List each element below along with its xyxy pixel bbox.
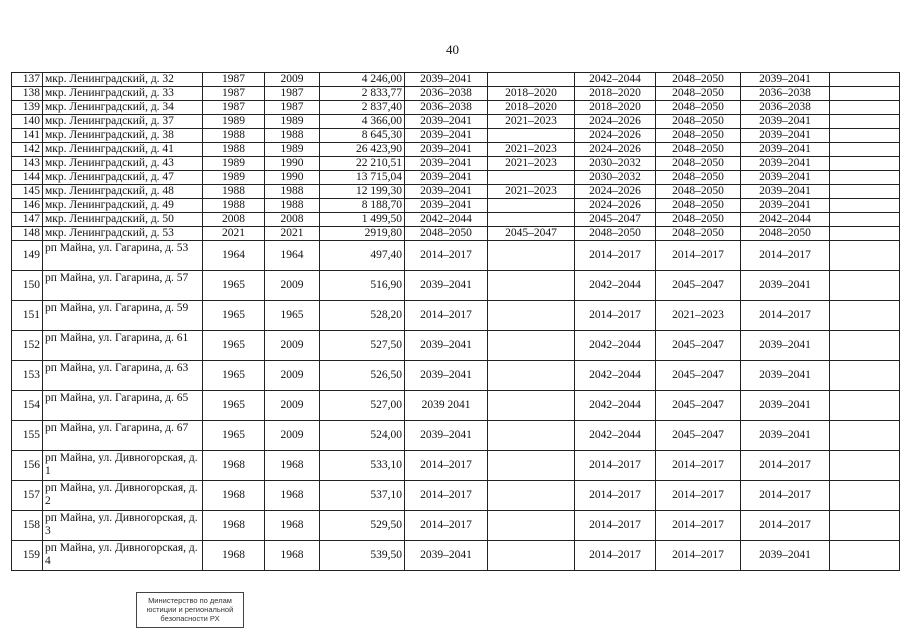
year-commissioned-cell: 2009: [265, 391, 320, 421]
period-cell: 2042–2044: [575, 391, 656, 421]
period-cell: 2048–2050: [656, 115, 741, 129]
year-built-cell: 1968: [203, 451, 265, 481]
area-cell: 2 833,77: [320, 87, 405, 101]
period-cell: 2048–2050: [656, 101, 741, 115]
area-cell: 526,50: [320, 361, 405, 391]
period-cell: 2045–2047: [656, 391, 741, 421]
period-cell: 2014–2017: [575, 511, 656, 541]
period-cell: 2014–2017: [656, 451, 741, 481]
period-cell: 2039–2041: [405, 157, 488, 171]
address-cell: мкр. Ленинградский, д. 38: [43, 129, 203, 143]
table-row: [12, 541, 900, 571]
address-cell: мкр. Ленинградский, д. 41: [43, 143, 203, 157]
period-cell: [488, 301, 575, 331]
period-cell: [488, 199, 575, 213]
row-number: 139: [12, 101, 43, 115]
address-cell: мкр. Ленинградский, д. 34: [43, 101, 203, 115]
year-commissioned-cell: 1964: [265, 241, 320, 271]
year-built-cell: 1968: [203, 481, 265, 511]
address-cell: мкр. Ленинградский, д. 53: [43, 227, 203, 241]
year-built-cell: 1987: [203, 101, 265, 115]
area-cell: 524,00: [320, 421, 405, 451]
area-cell: 2919,80: [320, 227, 405, 241]
row-number: 147: [12, 213, 43, 227]
period-cell: 2045–2047: [656, 271, 741, 301]
period-cell: 2039–2041: [405, 129, 488, 143]
year-commissioned-cell: 1988: [265, 185, 320, 199]
empty-cell: [830, 185, 900, 199]
area-cell: 497,40: [320, 241, 405, 271]
period-cell: 2039–2041: [405, 541, 488, 571]
year-built-cell: 1987: [203, 87, 265, 101]
period-cell: 2014–2017: [405, 241, 488, 271]
address-cell: рп Майна, ул. Гагарина, д. 59: [43, 301, 203, 331]
period-cell: 2036–2038: [405, 87, 488, 101]
period-cell: [488, 331, 575, 361]
housing-registry-table: [11, 72, 900, 571]
empty-cell: [830, 541, 900, 571]
period-cell: 2014–2017: [656, 241, 741, 271]
empty-cell: [830, 481, 900, 511]
address-cell: рп Майна, ул. Дивногорская, д. 3: [43, 511, 203, 541]
area-cell: 527,00: [320, 391, 405, 421]
period-cell: [488, 421, 575, 451]
period-cell: 2039–2041: [405, 271, 488, 301]
table-row: [12, 391, 900, 421]
address-cell: мкр. Ленинградский, д. 47: [43, 171, 203, 185]
row-number: 137: [12, 73, 43, 87]
year-built-cell: 1988: [203, 143, 265, 157]
year-commissioned-cell: 1968: [265, 511, 320, 541]
address-cell: мкр. Ленинградский, д. 32: [43, 73, 203, 87]
table-row: [12, 199, 900, 213]
row-number: 159: [12, 541, 43, 571]
year-built-cell: 1987: [203, 73, 265, 87]
period-cell: 2048–2050: [656, 87, 741, 101]
year-built-cell: 1989: [203, 115, 265, 129]
empty-cell: [830, 421, 900, 451]
row-number: 138: [12, 87, 43, 101]
period-cell: 2036–2038: [741, 101, 830, 115]
period-cell: 2024–2026: [575, 185, 656, 199]
period-cell: 2048–2050: [656, 185, 741, 199]
period-cell: 2014–2017: [656, 481, 741, 511]
period-cell: 2039–2041: [741, 199, 830, 213]
period-cell: 2048–2050: [575, 227, 656, 241]
period-cell: 2039–2041: [741, 171, 830, 185]
address-cell: рп Майна, ул. Дивногорская, д. 1: [43, 451, 203, 481]
period-cell: 2024–2026: [575, 115, 656, 129]
period-cell: 2045–2047: [575, 213, 656, 227]
period-cell: 2021–2023: [488, 185, 575, 199]
year-commissioned-cell: 1989: [265, 115, 320, 129]
period-cell: 2024–2026: [575, 129, 656, 143]
period-cell: 2039–2041: [405, 73, 488, 87]
row-number: 150: [12, 271, 43, 301]
year-commissioned-cell: 1968: [265, 541, 320, 571]
table-row: [12, 301, 900, 331]
address-cell: мкр. Ленинградский, д. 50: [43, 213, 203, 227]
period-cell: 2045–2047: [656, 421, 741, 451]
period-cell: 2048–2050: [656, 171, 741, 185]
year-commissioned-cell: 1989: [265, 143, 320, 157]
table-row: [12, 87, 900, 101]
period-cell: 2039–2041: [405, 115, 488, 129]
table-row: [12, 421, 900, 451]
period-cell: [488, 361, 575, 391]
ministry-stamp: [136, 592, 244, 628]
table-row: [12, 115, 900, 129]
empty-cell: [830, 391, 900, 421]
period-cell: 2014–2017: [575, 301, 656, 331]
table-row: [12, 361, 900, 391]
period-cell: 2039–2041: [741, 185, 830, 199]
period-cell: [488, 241, 575, 271]
row-number: 142: [12, 143, 43, 157]
period-cell: 2045–2047: [656, 331, 741, 361]
table-row: [12, 171, 900, 185]
year-commissioned-cell: 1987: [265, 87, 320, 101]
table-row: [12, 143, 900, 157]
period-cell: 2014–2017: [405, 451, 488, 481]
table-row: [12, 481, 900, 511]
empty-cell: [830, 157, 900, 171]
period-cell: [488, 511, 575, 541]
year-built-cell: 1965: [203, 301, 265, 331]
year-built-cell: 1989: [203, 157, 265, 171]
year-built-cell: 1988: [203, 185, 265, 199]
address-cell: рп Майна, ул. Гагарина, д. 53: [43, 241, 203, 271]
address-cell: рп Майна, ул. Гагарина, д. 65: [43, 391, 203, 421]
address-cell: рп Майна, ул. Гагарина, д. 57: [43, 271, 203, 301]
period-cell: 2039–2041: [405, 421, 488, 451]
period-cell: 2039–2041: [741, 541, 830, 571]
address-cell: мкр. Ленинградский, д. 43: [43, 157, 203, 171]
year-commissioned-cell: 1987: [265, 101, 320, 115]
period-cell: [488, 213, 575, 227]
area-cell: 1 499,50: [320, 213, 405, 227]
period-cell: 2030–2032: [575, 171, 656, 185]
year-commissioned-cell: 1988: [265, 129, 320, 143]
year-commissioned-cell: 2009: [265, 73, 320, 87]
empty-cell: [830, 451, 900, 481]
period-cell: 2014–2017: [741, 511, 830, 541]
period-cell: 2048–2050: [656, 73, 741, 87]
year-built-cell: 1965: [203, 421, 265, 451]
year-commissioned-cell: 2009: [265, 361, 320, 391]
period-cell: 2014–2017: [405, 481, 488, 511]
area-cell: 12 199,30: [320, 185, 405, 199]
period-cell: 2014–2017: [575, 481, 656, 511]
address-cell: мкр. Ленинградский, д. 33: [43, 87, 203, 101]
period-cell: 2045–2047: [656, 361, 741, 391]
period-cell: 2048–2050: [405, 227, 488, 241]
year-built-cell: 1965: [203, 391, 265, 421]
year-built-cell: 1989: [203, 171, 265, 185]
row-number: 151: [12, 301, 43, 331]
period-cell: 2045–2047: [488, 227, 575, 241]
period-cell: 2039–2041: [741, 271, 830, 301]
year-commissioned-cell: 2009: [265, 331, 320, 361]
empty-cell: [830, 87, 900, 101]
period-cell: [488, 129, 575, 143]
period-cell: [488, 73, 575, 87]
area-cell: 4 246,00: [320, 73, 405, 87]
area-cell: 533,10: [320, 451, 405, 481]
row-number: 155: [12, 421, 43, 451]
area-cell: 4 366,00: [320, 115, 405, 129]
row-number: 143: [12, 157, 43, 171]
address-cell: мкр. Ленинградский, д. 48: [43, 185, 203, 199]
area-cell: 26 423,90: [320, 143, 405, 157]
address-cell: мкр. Ленинградский, д. 49: [43, 199, 203, 213]
empty-cell: [830, 73, 900, 87]
area-cell: 516,90: [320, 271, 405, 301]
row-number: 148: [12, 227, 43, 241]
period-cell: 2024–2026: [575, 199, 656, 213]
period-cell: 2039–2041: [405, 185, 488, 199]
table-row: [12, 213, 900, 227]
period-cell: 2014–2017: [575, 541, 656, 571]
area-cell: 2 837,40: [320, 101, 405, 115]
row-number: 146: [12, 199, 43, 213]
year-commissioned-cell: 1990: [265, 171, 320, 185]
period-cell: 2030–2032: [575, 157, 656, 171]
period-cell: [488, 451, 575, 481]
period-cell: 2018–2020: [488, 101, 575, 115]
table-row: [12, 185, 900, 199]
period-cell: 2042–2044: [575, 361, 656, 391]
empty-cell: [830, 271, 900, 301]
period-cell: 2021–2023: [488, 115, 575, 129]
stamp-line: юстиции и региональной: [146, 605, 234, 614]
area-cell: 527,50: [320, 331, 405, 361]
period-cell: 2048–2050: [656, 213, 741, 227]
year-commissioned-cell: 2009: [265, 421, 320, 451]
row-number: 140: [12, 115, 43, 129]
year-commissioned-cell: 2021: [265, 227, 320, 241]
year-commissioned-cell: 1968: [265, 451, 320, 481]
row-number: 156: [12, 451, 43, 481]
period-cell: 2042–2044: [741, 213, 830, 227]
period-cell: 2014–2017: [405, 511, 488, 541]
period-cell: 2014–2017: [741, 481, 830, 511]
table-row: [12, 101, 900, 115]
period-cell: 2039–2041: [405, 171, 488, 185]
empty-cell: [830, 241, 900, 271]
period-cell: 2048–2050: [656, 227, 741, 241]
year-built-cell: 1988: [203, 199, 265, 213]
period-cell: 2014–2017: [656, 511, 741, 541]
period-cell: 2039–2041: [405, 199, 488, 213]
area-cell: 8 645,30: [320, 129, 405, 143]
period-cell: 2039–2041: [741, 129, 830, 143]
address-cell: рп Майна, ул. Дивногорская, д. 4: [43, 541, 203, 571]
table-row: [12, 241, 900, 271]
empty-cell: [830, 227, 900, 241]
row-number: 154: [12, 391, 43, 421]
period-cell: 2039–2041: [741, 73, 830, 87]
year-built-cell: 1965: [203, 361, 265, 391]
period-cell: 2021–2023: [488, 157, 575, 171]
address-cell: рп Майна, ул. Дивногорская, д. 2: [43, 481, 203, 511]
period-cell: 2048–2050: [656, 157, 741, 171]
year-built-cell: 1968: [203, 541, 265, 571]
period-cell: 2018–2020: [575, 101, 656, 115]
year-commissioned-cell: 1965: [265, 301, 320, 331]
empty-cell: [830, 301, 900, 331]
row-number: 157: [12, 481, 43, 511]
period-cell: 2039–2041: [741, 361, 830, 391]
period-cell: 2021–2023: [656, 301, 741, 331]
period-cell: 2039 2041: [405, 391, 488, 421]
period-cell: 2039–2041: [405, 331, 488, 361]
empty-cell: [830, 171, 900, 185]
period-cell: 2014–2017: [741, 301, 830, 331]
period-cell: [488, 541, 575, 571]
period-cell: [488, 481, 575, 511]
period-cell: 2048–2050: [656, 199, 741, 213]
empty-cell: [830, 101, 900, 115]
period-cell: [488, 391, 575, 421]
table-row: [12, 227, 900, 241]
period-cell: [488, 271, 575, 301]
page-number: 40: [446, 42, 459, 57]
period-cell: 2039–2041: [405, 143, 488, 157]
address-cell: рп Майна, ул. Гагарина, д. 61: [43, 331, 203, 361]
period-cell: 2036–2038: [405, 101, 488, 115]
row-number: 158: [12, 511, 43, 541]
area-cell: 528,20: [320, 301, 405, 331]
year-built-cell: 2008: [203, 213, 265, 227]
period-cell: 2042–2044: [575, 73, 656, 87]
period-cell: 2014–2017: [575, 451, 656, 481]
stamp-line: безопасности РХ: [160, 614, 220, 623]
period-cell: 2048–2050: [656, 143, 741, 157]
period-cell: 2039–2041: [741, 157, 830, 171]
period-cell: 2042–2044: [575, 271, 656, 301]
period-cell: 2042–2044: [575, 331, 656, 361]
area-cell: 539,50: [320, 541, 405, 571]
address-cell: рп Майна, ул. Гагарина, д. 63: [43, 361, 203, 391]
period-cell: 2014–2017: [741, 241, 830, 271]
period-cell: 2018–2020: [488, 87, 575, 101]
period-cell: 2039–2041: [741, 115, 830, 129]
period-cell: 2014–2017: [656, 541, 741, 571]
period-cell: 2039–2041: [741, 143, 830, 157]
period-cell: 2042–2044: [405, 213, 488, 227]
empty-cell: [830, 129, 900, 143]
empty-cell: [830, 361, 900, 391]
empty-cell: [830, 331, 900, 361]
table-row: [12, 511, 900, 541]
empty-cell: [830, 213, 900, 227]
address-cell: рп Майна, ул. Гагарина, д. 67: [43, 421, 203, 451]
year-commissioned-cell: 1988: [265, 199, 320, 213]
area-cell: 529,50: [320, 511, 405, 541]
table-row: [12, 157, 900, 171]
year-commissioned-cell: 2008: [265, 213, 320, 227]
year-built-cell: 1964: [203, 241, 265, 271]
period-cell: 2036–2038: [741, 87, 830, 101]
row-number: 153: [12, 361, 43, 391]
address-cell: мкр. Ленинградский, д. 37: [43, 115, 203, 129]
empty-cell: [830, 511, 900, 541]
table-row: [12, 73, 900, 87]
period-cell: 2039–2041: [741, 421, 830, 451]
year-built-cell: 1965: [203, 331, 265, 361]
period-cell: 2039–2041: [405, 361, 488, 391]
period-cell: 2014–2017: [405, 301, 488, 331]
area-cell: 537,10: [320, 481, 405, 511]
year-built-cell: 2021: [203, 227, 265, 241]
period-cell: 2021–2023: [488, 143, 575, 157]
row-number: 144: [12, 171, 43, 185]
table-row: [12, 271, 900, 301]
year-built-cell: 1968: [203, 511, 265, 541]
empty-cell: [830, 143, 900, 157]
row-number: 152: [12, 331, 43, 361]
area-cell: 13 715,04: [320, 171, 405, 185]
empty-cell: [830, 199, 900, 213]
period-cell: 2039–2041: [741, 391, 830, 421]
empty-cell: [830, 115, 900, 129]
period-cell: 2048–2050: [656, 129, 741, 143]
year-commissioned-cell: 1968: [265, 481, 320, 511]
table-row: [12, 129, 900, 143]
period-cell: 2042–2044: [575, 421, 656, 451]
period-cell: 2024–2026: [575, 143, 656, 157]
year-commissioned-cell: 2009: [265, 271, 320, 301]
row-number: 149: [12, 241, 43, 271]
row-number: 141: [12, 129, 43, 143]
period-cell: [488, 171, 575, 185]
period-cell: 2018–2020: [575, 87, 656, 101]
stamp-line: Министерство по делам: [148, 596, 232, 605]
table-row: [12, 331, 900, 361]
year-built-cell: 1965: [203, 271, 265, 301]
year-built-cell: 1988: [203, 129, 265, 143]
period-cell: 2014–2017: [741, 451, 830, 481]
area-cell: 22 210,51: [320, 157, 405, 171]
table-row: [12, 451, 900, 481]
row-number: 145: [12, 185, 43, 199]
period-cell: 2039–2041: [741, 331, 830, 361]
year-commissioned-cell: 1990: [265, 157, 320, 171]
period-cell: 2014–2017: [575, 241, 656, 271]
area-cell: 8 188,70: [320, 199, 405, 213]
period-cell: 2048–2050: [741, 227, 830, 241]
